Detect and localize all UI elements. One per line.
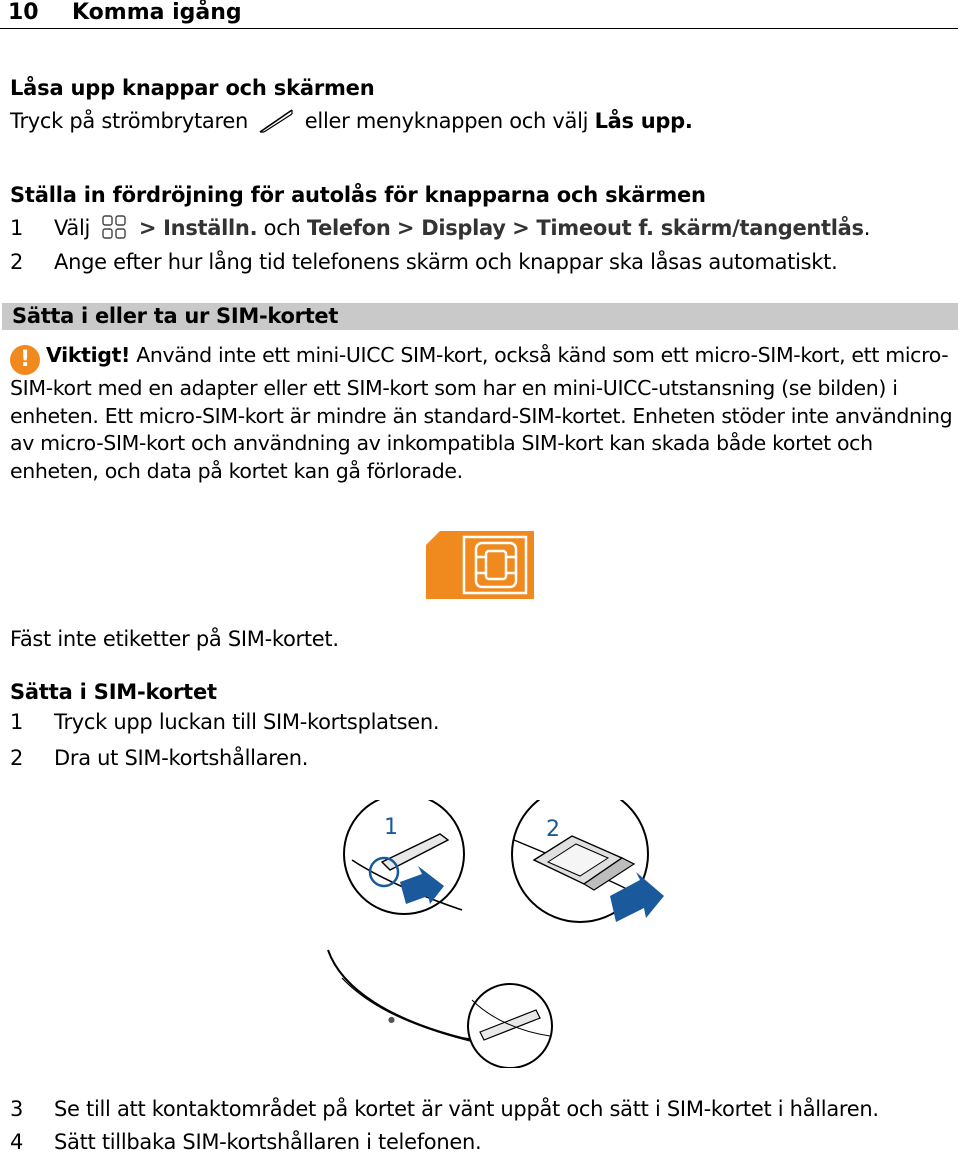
section-title-bar: [2, 303, 958, 330]
step-number: 2: [10, 250, 24, 274]
step-number: 1: [10, 216, 24, 240]
insert-step-4: [10, 1129, 481, 1155]
chapter-title: Komma igång: [72, 0, 242, 25]
page-number: 10: [8, 0, 39, 25]
autolock-heading: Ställa in fördröjning för autolås för knapparna och skärmen: [10, 183, 706, 207]
insert-step-3: [10, 1096, 879, 1122]
step-text-valj: Välj: [54, 216, 91, 240]
step-text: Ange efter hur lång tid telefonens skärm och knappar ska låsas automatiskt.: [54, 250, 838, 274]
step-text: Tryck upp luckan till SIM-kortsplatsen.: [54, 710, 440, 734]
page-header: [0, 0, 958, 29]
step-period: .: [863, 216, 871, 240]
illustration-label-2: 2: [546, 817, 560, 842]
sim-cutout-illustration: [426, 531, 534, 599]
menu-path-display: > Display: [396, 216, 506, 240]
step-text: Se till att kontaktområdet på kortet är vänt uppåt och sätt i SIM-kortet i hållaren.: [54, 1097, 879, 1121]
step-text-och: och: [263, 216, 301, 240]
step-number: 3: [10, 1097, 24, 1121]
menu-grid-icon: [100, 213, 128, 247]
unlock-heading: Låsa upp knappar och skärmen: [10, 76, 375, 100]
important-label: Viktigt!: [46, 343, 131, 367]
power-key-icon: [258, 108, 294, 140]
step-number: 2: [10, 746, 24, 770]
step-number: 4: [10, 1130, 24, 1154]
menu-path-timeout: > Timeout f. skärm/tangentlås: [512, 216, 864, 240]
menu-path-phone: Telefon: [306, 216, 391, 240]
no-labels-text: Fäst inte etiketter på SIM-kortet.: [10, 627, 339, 651]
step-text: Sätt tillbaka SIM-kortshållaren i telefonen.: [54, 1130, 482, 1154]
menu-path-settings: > Inställn.: [138, 216, 258, 240]
unlock-text-before: Tryck på strömbrytaren: [10, 109, 249, 133]
insert-sim-heading: Sätta i SIM-kortet: [10, 680, 217, 704]
step-number: 1: [10, 710, 24, 734]
important-note: [10, 342, 954, 485]
important-text: Använd inte ett mini-UICC SIM-kort, också känd som ett micro-SIM-kort, ett micro-SIM-kort med en adapter eller ett SIM-kort som har en mini-UICC-utstansning (se bilden) i enheten. Ett micro-SIM-kort är mindre än standard-SIM-kortet. Enheten stöder inte användning av micro-SIM-kort och användning av inkompatibla SIM-kort kan skada både kortet och enheten, och data på kortet kan gå förlorade.: [10, 343, 953, 483]
unlock-text-bold: Lås upp.: [594, 109, 693, 133]
insert-step-2: [10, 745, 308, 771]
autolock-step-2: [10, 249, 837, 275]
unlock-text: [10, 108, 693, 140]
section-title: Sätta i eller ta ur SIM-kortet: [12, 304, 339, 328]
insert-step-1: [10, 709, 439, 735]
warning-icon: !: [10, 345, 40, 375]
sim-tray-illustration: [322, 800, 672, 1068]
svg-text:●: ●: [388, 1015, 395, 1024]
illustration-label-1: 1: [384, 815, 398, 840]
step-text: Dra ut SIM-kortshållaren.: [54, 746, 309, 770]
unlock-text-middle: eller menyknappen och välj: [304, 109, 589, 133]
autolock-step-1: [10, 213, 870, 247]
